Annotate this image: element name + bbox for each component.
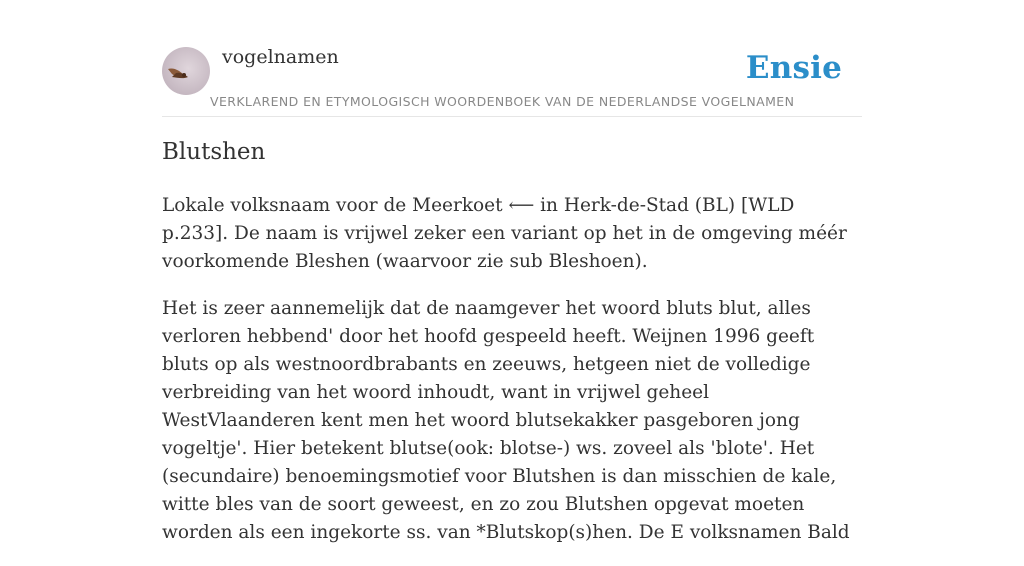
site-header <box>162 0 862 117</box>
entry-body <box>162 192 862 566</box>
paragraph-1-text-start: Lokale volksnaam voor de Meerkoet <box>162 195 509 216</box>
brand-logo[interactable]: Ensie <box>745 50 842 86</box>
paragraph-1-text-end: in Herk-de-Stad (BL) [WLD p.233]. De naam is vrijwel zeker een variant op het in de omgeving méér voorkomende Bleshen (waarvoor zie sub Bleshoen). <box>162 195 847 272</box>
page-container <box>162 0 862 543</box>
paragraph-2: Het is zeer aannemelijk dat de naamgever het woord bluts blut, alles verloren hebbend' door het hoofd gespeeld heeft. Weijnen 1996 geeft bluts op als westnoordbrabants en zeeuws, hetgeen niet de volledige verbreiding van het woord inhoudt, want in vrijwel geheel WestVlaanderen kent men het woord blutsekakker pasgeboren jong vogeltje'. Hier betekent blutse(ook: blotse-) ws. zoveel als 'blote'. Het (secundaire) benoemingsmotief voor Blutshen is dan misschien de kale, witte bles van de soort geweest, en zo zou Blutshen opgevat moeten worden als een ingekorte ss. van *Blutskop(s)hen. De E volksnamen Bald <box>162 298 850 543</box>
arrow-left-icon[interactable]: ⟵ <box>508 195 535 216</box>
site-subtitle: VERKLAREND EN ETYMOLOGISCH WOORDENBOEK VAN DE NEDERLANDSE VOGELNAMEN <box>210 94 795 109</box>
site-name[interactable]: vogelnamen <box>222 46 339 68</box>
paragraph-1 <box>162 192 862 276</box>
avatar[interactable] <box>162 47 210 95</box>
page-title: Blutshen <box>162 139 266 165</box>
bird-icon <box>162 47 210 95</box>
